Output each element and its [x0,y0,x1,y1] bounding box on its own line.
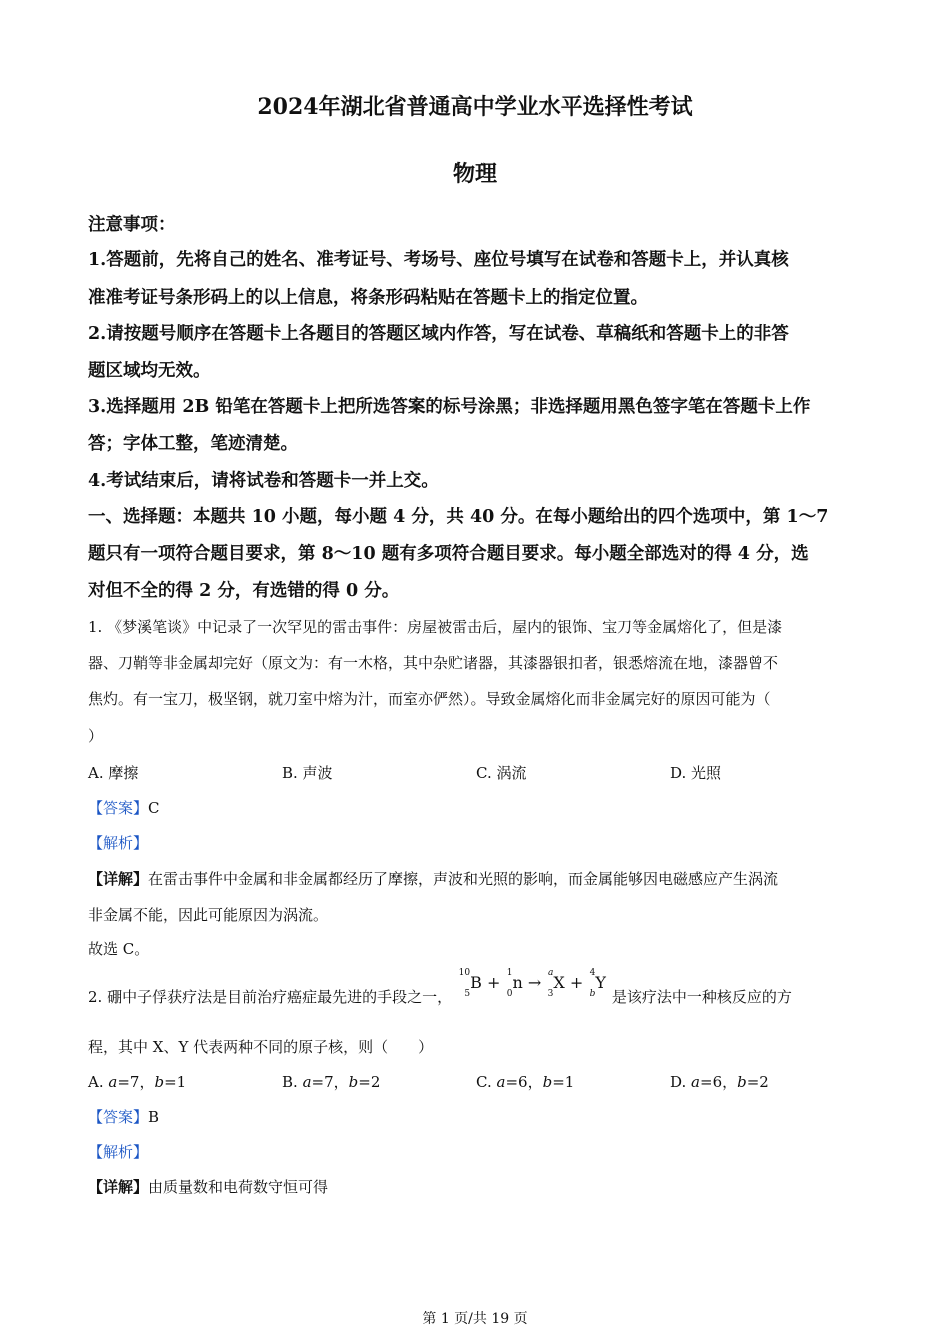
q1-answer [88,797,160,818]
q2-detail [88,1176,328,1197]
q2-answer [88,1106,159,1127]
q2-analysis-tag: 【解析】 [88,1143,149,1161]
section-instruction: 题只有一项符合题目要求，第 8～10 题有多项符合题目要求。每小题全部选对的得 4 分，选 [88,544,809,564]
q2-option-c: C. a=6，b=1 [476,1073,575,1091]
notice-line: 准准考证号条形码上的以上信息，将条形码粘贴在答题卡上的指定位置。 [88,288,648,308]
answer-tag: 【答案】 [88,1108,149,1126]
q1-detail-line: 非金属不能，因此可能原因为涡流。 [88,906,329,924]
q2-option-d: D. a=6，b=2 [670,1073,769,1091]
section-instruction: 对但不全的得 2 分，有选错的得 0 分。 [88,581,400,601]
exam-title: 2024年湖北省普通高中学业水平选择性考试 [257,94,693,120]
q1-analysis-tag: 【解析】 [88,834,149,852]
notice-heading: 注意事项： [88,215,176,235]
nuclear-equation: 10 5 B + 1 0 n → a 3 X + 4 b Y [458,967,606,999]
question-1-text: 器、刀鞘等非金属却完好（原文为：有一木格，其中杂贮诸器，其漆器银扣者，银悉熔流在地，漆器曾不 [88,654,779,672]
isotope-notation: a 3 [547,967,554,999]
question-2-text: 程，其中 X、Y 代表两种不同的原子核，则（ ） [88,1038,434,1056]
notice-line: 答；字体工整，笔迹清楚。 [88,434,298,454]
detail-tag: 【详解】 [88,1178,149,1196]
question-1-text: 1. 《梦溪笔谈》中记录了一次罕见的雷击事件：房屋被雷击后，屋内的银饰、宝刀等金属熔化了，但是漆 [88,618,783,636]
detail-text: 在雷击事件中金属和非金属都经历了摩擦，声波和光照的影响，而金属能够因电磁感应产生涡流 [148,870,779,888]
page-footer: 第 1 页/共 19 页 [422,1311,528,1327]
detail-text: 由质量数和电荷数守恒可得 [148,1178,329,1196]
subject-title: 物理 [452,161,497,187]
notice-line: 4.考试结束后，请将试卷和答题卡一并上交。 [88,471,439,491]
q2-lead: 2. 硼中子俘获疗法是目前治疗癌症最先进的手段之一， [88,988,453,1006]
answer-tag: 【答案】 [88,799,149,817]
question-1-text: 焦灼。有一宝刀，极坚钢，就刀室中熔为汁，而室亦俨然）。导致金属熔化而非金属完好的原因可能为（ [88,690,771,708]
isotope-notation: 10 5 [458,967,471,999]
notice-line: 1.答题前，先将自己的姓名、准考证号、考场号、座位号填写在试卷和答题卡上，并认真核 [88,250,789,270]
isotope-notation: 1 0 [506,967,513,999]
answer-value: B [148,1108,160,1126]
q1-option-d: D. 光照 [670,764,722,782]
q1-option-b: B. 声波 [282,764,333,782]
q2-tail: 是该疗法中一种核反应的方 [611,988,792,1006]
q1-detail [88,868,778,889]
detail-tag: 【详解】 [88,870,149,888]
notice-line: 2.请按题号顺序在答题卡上各题目的答题区域内作答，写在试卷、草稿纸和答题卡上的非答 [88,324,789,344]
q1-conclusion: 故选 C。 [88,940,150,958]
isotope-notation: 4 b [589,967,596,999]
question-1-text: ） [88,727,104,745]
q2-option-a: A. a=7，b=1 [88,1073,187,1091]
answer-value: C [148,799,160,817]
question-2-text [88,967,792,1007]
notice-line: 3.选择题用 2B 铅笔在答题卡上把所选答案的标号涂黑；非选择题用黑色签字笔在答题卡上作 [88,397,811,417]
notice-line: 题区域均无效。 [88,361,211,381]
q1-option-a: A. 摩擦 [88,764,139,782]
q2-option-b: B. a=7，b=2 [282,1073,381,1091]
q1-option-c: C. 涡流 [476,764,527,782]
section-instruction: 一、选择题：本题共 10 小题，每小题 4 分，共 40 分。在每小题给出的四个选项中，第 1～7 [88,507,829,527]
